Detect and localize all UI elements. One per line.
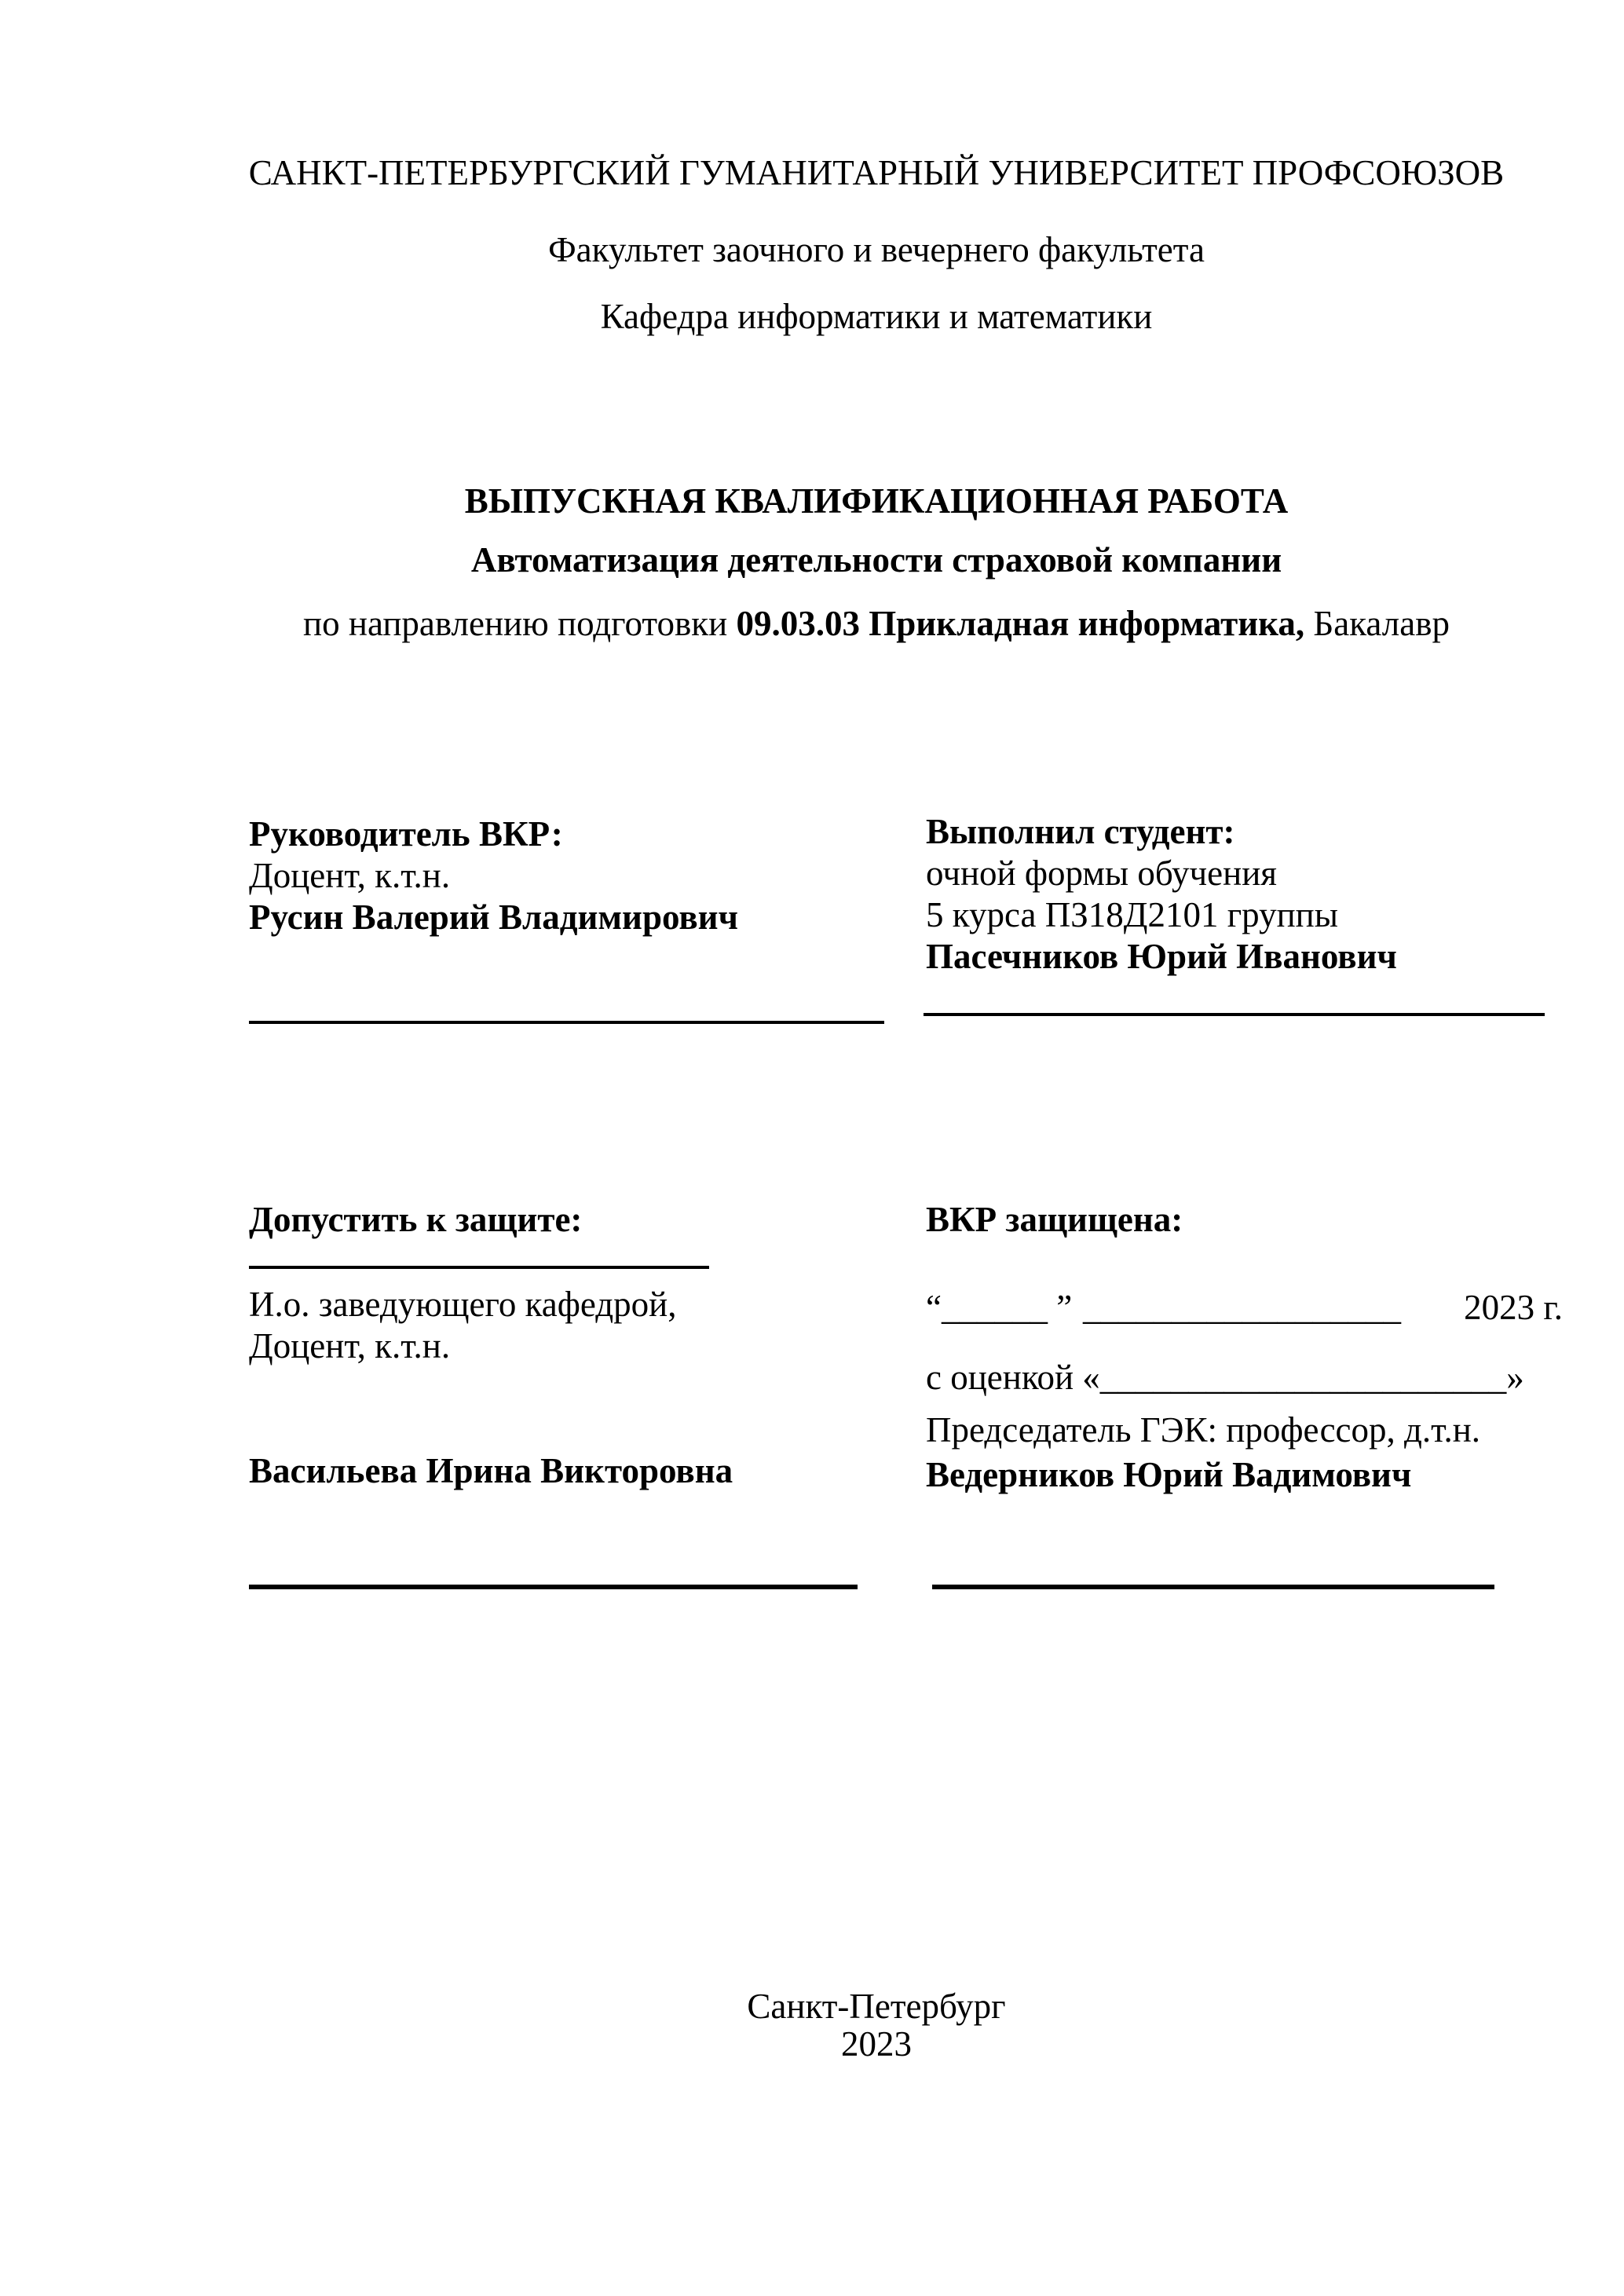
supervisor-heading: Руководитель ВКР:	[249, 814, 563, 854]
defense-bottom-signature-line	[932, 1585, 1494, 1589]
supervisor-name: Русин Валерий Владимирович	[249, 898, 738, 937]
admission-heading: Допустить к защите:	[249, 1200, 583, 1239]
footer-city: Санкт-Петербург	[747, 1987, 1006, 2026]
student-block	[926, 811, 1397, 978]
university-name: САНКТ-ПЕТЕРБУРГСКИЙ ГУМАНИТАРНЫЙ УНИВЕРСИТЕТ ПРОФСОЮЗОВ	[248, 153, 1505, 192]
defense-name: Ведерников Юрий Вадимович	[926, 1455, 1412, 1494]
department-name: Кафедра информатики и математики	[600, 297, 1153, 336]
student-group: 5 курса ПЗ18Д2101 группы	[926, 895, 1338, 934]
student-heading: Выполнил студент:	[926, 812, 1235, 851]
admission-role-block	[249, 1284, 677, 1367]
admission-role: И.о. заведующего кафедрой,	[249, 1285, 677, 1324]
direction-prefix: по направлению подготовки	[303, 604, 737, 643]
student-name: Пасечников Юрий Иванович	[926, 937, 1397, 976]
defense-date-year: 2023 г.	[1464, 1288, 1563, 1327]
admission-bottom-signature-line	[249, 1585, 858, 1589]
student-study-form: очной формы обучения	[926, 854, 1277, 893]
direction-program: 09.03.03 Прикладная информатика,	[736, 604, 1305, 643]
supervisor-block	[249, 813, 738, 938]
defense-chairman: Председатель ГЭК: профессор, д.т.н.	[926, 1410, 1481, 1450]
defense-date-month-field: __________________	[1083, 1288, 1401, 1327]
footer-year: 2023	[841, 2024, 912, 2064]
defense-grade-line: с оценкой «_______________________»	[926, 1358, 1524, 1397]
defense-heading: ВКР защищена:	[926, 1200, 1183, 1239]
admission-name: Васильева Ирина Викторовна	[249, 1451, 733, 1490]
faculty-name: Факультет заочного и вечернего факультета	[548, 230, 1205, 269]
supervisor-signature-line	[249, 1021, 884, 1024]
defense-date-day-field: “______ ”	[926, 1288, 1073, 1327]
student-signature-line	[924, 1013, 1545, 1016]
admission-signature-line	[249, 1266, 709, 1269]
work-type-title: ВЫПУСКНАЯ КВАЛИФИКАЦИОННАЯ РАБОТА	[464, 481, 1289, 521]
work-title: Автоматизация деятельности страховой компании	[470, 540, 1282, 579]
direction-degree: Бакалавр	[1304, 604, 1450, 643]
direction-line	[240, 603, 1512, 645]
defense-date-line	[926, 1287, 1563, 1329]
admission-degree: Доцент, к.т.н.	[249, 1326, 451, 1366]
supervisor-position: Доцент, к.т.н.	[249, 856, 451, 895]
